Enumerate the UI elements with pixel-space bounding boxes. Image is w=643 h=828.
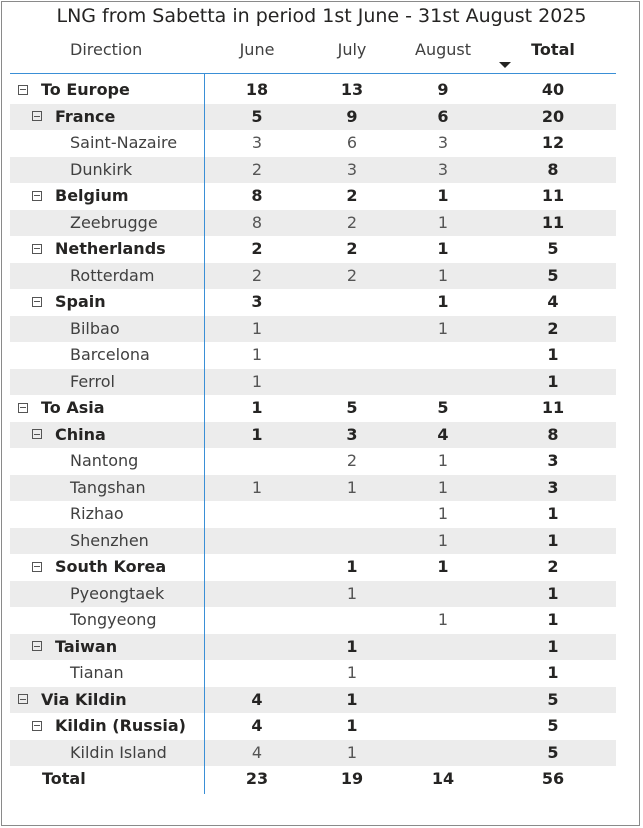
cell-total: 3	[547, 477, 559, 497]
cell-july	[322, 369, 382, 396]
cell-june: 8	[251, 212, 263, 232]
cell-july: 1	[346, 557, 358, 576]
cell-july	[322, 289, 382, 316]
row-header	[18, 77, 130, 104]
total-label-text: Total	[42, 769, 86, 788]
table-row-rotterdam[interactable]	[10, 263, 616, 290]
cell-august: 1	[437, 451, 449, 470]
cell-august: 1	[437, 557, 449, 576]
cell-june: 5	[251, 106, 263, 126]
row-label: Bilbao	[70, 318, 120, 338]
cell-july: 1	[346, 742, 358, 762]
cell-june	[227, 448, 287, 475]
table-row-shenzhen[interactable]	[10, 528, 616, 555]
row-header	[70, 660, 124, 687]
table-row-zeebrugge[interactable]	[10, 210, 616, 237]
row-header	[18, 395, 105, 422]
cell-total: 4	[547, 292, 559, 311]
collapse-icon[interactable]	[32, 111, 42, 121]
cell-august: 3	[437, 133, 449, 152]
table-row-nantong[interactable]	[10, 448, 616, 475]
cell-july: 1	[346, 663, 358, 682]
cell-august: 1	[437, 239, 449, 258]
row-header-divider	[204, 73, 205, 794]
header-total[interactable]: Total	[531, 40, 575, 59]
row-label: Via Kildin	[41, 689, 127, 709]
cell-august	[413, 581, 473, 608]
cell-june	[227, 501, 287, 528]
cell-july: 13	[340, 80, 364, 99]
cell-total: 1	[547, 583, 559, 603]
row-header	[32, 713, 186, 740]
cell-june: 1	[251, 398, 263, 417]
collapse-icon[interactable]	[32, 721, 42, 731]
row-label: Kildin (Russia)	[55, 716, 186, 735]
cell-total: 11	[541, 186, 565, 205]
cell-june: 4	[251, 742, 263, 762]
cell-august	[413, 342, 473, 369]
cell-august: 1	[437, 477, 449, 497]
cell-june: 1	[251, 318, 263, 338]
collapse-icon[interactable]	[18, 85, 28, 95]
row-label: Pyeongtaek	[70, 583, 165, 603]
cell-total: 40	[541, 80, 565, 99]
row-label: China	[55, 424, 106, 444]
cell-august: 3	[437, 159, 449, 179]
row-header	[70, 607, 157, 634]
cell-august: 1	[437, 212, 449, 232]
cell-august	[413, 687, 473, 714]
row-label: Nantong	[70, 451, 139, 470]
cell-july: 5	[346, 398, 358, 417]
row-label: To Europe	[41, 80, 130, 99]
total-july: 19	[340, 769, 364, 788]
cell-august: 5	[437, 398, 449, 417]
cell-july	[322, 607, 382, 634]
cell-july	[322, 501, 382, 528]
cell-total: 5	[547, 265, 559, 285]
table-row-china[interactable]	[10, 422, 616, 449]
cell-august	[413, 369, 473, 396]
cell-july: 2	[346, 239, 358, 258]
row-header	[70, 740, 167, 767]
row-label: To Asia	[41, 398, 105, 417]
grand-total-row	[10, 766, 616, 793]
collapse-icon[interactable]	[32, 244, 42, 254]
cell-june: 1	[251, 345, 263, 364]
cell-july: 2	[346, 186, 358, 205]
cell-august: 1	[437, 265, 449, 285]
cell-total: 20	[541, 106, 565, 126]
table-row-dunkirk[interactable]	[10, 157, 616, 184]
header-direction[interactable]: Direction	[70, 40, 143, 59]
cell-june: 2	[251, 159, 263, 179]
cell-august: 6	[437, 106, 449, 126]
sort-descending-icon[interactable]	[499, 62, 511, 68]
row-label: Rizhao	[70, 504, 124, 523]
header-august[interactable]: August	[415, 40, 471, 59]
row-header	[70, 263, 154, 290]
cell-august	[413, 634, 473, 661]
row-label: Tianan	[70, 663, 124, 682]
collapse-icon[interactable]	[32, 562, 42, 572]
cell-july: 1	[346, 636, 358, 656]
cell-june: 1	[251, 371, 263, 391]
row-label: Tangshan	[70, 477, 146, 497]
row-label: Belgium	[55, 186, 129, 205]
row-label: Shenzhen	[70, 530, 149, 550]
row-header	[32, 104, 115, 131]
cell-july: 1	[346, 716, 358, 735]
cell-july: 2	[346, 212, 358, 232]
row-header	[32, 289, 106, 316]
cell-total: 8	[547, 424, 559, 444]
row-header	[70, 501, 124, 528]
table-row-belgium[interactable]	[10, 183, 616, 210]
row-label: South Korea	[55, 557, 167, 576]
header-july[interactable]: July	[337, 40, 367, 59]
cell-august: 1	[437, 186, 449, 205]
cell-june: 2	[251, 265, 263, 285]
row-label: Dunkirk	[70, 159, 133, 179]
matrix-body	[10, 77, 616, 793]
table-row-pyeongtaek[interactable]	[10, 581, 616, 608]
cell-july: 3	[346, 159, 358, 179]
cell-total: 5	[547, 689, 559, 709]
cell-total: 1	[547, 504, 559, 523]
row-header	[32, 183, 129, 210]
cell-july	[322, 528, 382, 555]
row-header	[32, 634, 117, 661]
row-header	[32, 554, 166, 581]
row-header	[70, 475, 146, 502]
total-august: 14	[431, 769, 455, 788]
cell-total: 1	[547, 371, 559, 391]
cell-july: 3	[346, 424, 358, 444]
cell-june: 1	[251, 424, 263, 444]
cell-august	[413, 660, 473, 687]
table-row-kildin-russia[interactable]	[10, 713, 616, 740]
collapse-icon[interactable]	[18, 694, 28, 704]
collapse-icon[interactable]	[18, 403, 28, 413]
row-header	[32, 422, 106, 449]
table-row-to-asia[interactable]	[10, 395, 616, 422]
cell-total: 5	[547, 742, 559, 762]
total-total: 56	[541, 769, 565, 788]
cell-august: 1	[437, 292, 449, 311]
cell-june: 2	[251, 239, 263, 258]
table-row-spain[interactable]	[10, 289, 616, 316]
table-row-via-kildin[interactable]	[10, 687, 616, 714]
row-header	[70, 316, 120, 343]
cell-total: 11	[541, 398, 565, 417]
table-row-tianan[interactable]	[10, 660, 616, 687]
cell-july	[322, 316, 382, 343]
row-header	[70, 342, 150, 369]
row-header	[70, 210, 158, 237]
cell-total: 1	[547, 636, 559, 656]
cell-june: 3	[251, 133, 263, 152]
row-label: Taiwan	[55, 636, 118, 656]
row-label: Zeebrugge	[70, 212, 158, 232]
row-label: Spain	[55, 292, 106, 311]
row-header	[70, 528, 149, 555]
cell-july: 2	[346, 451, 358, 470]
cell-july: 1	[346, 583, 358, 603]
row-header	[70, 581, 164, 608]
cell-june	[227, 554, 287, 581]
table-row-taiwan[interactable]	[10, 634, 616, 661]
cell-total: 1	[547, 345, 559, 364]
total-label	[42, 766, 86, 793]
cell-total: 2	[547, 318, 559, 338]
cell-total: 8	[547, 159, 559, 179]
row-header	[70, 369, 115, 396]
row-header	[32, 236, 166, 263]
cell-total: 1	[547, 663, 559, 682]
cell-june: 4	[251, 689, 263, 709]
table-row-barcelona[interactable]	[10, 342, 616, 369]
table-row-saint-nazaire[interactable]	[10, 130, 616, 157]
cell-june	[227, 528, 287, 555]
cell-august: 1	[437, 504, 449, 523]
table-row-bilbao[interactable]	[10, 316, 616, 343]
cell-july: 6	[346, 133, 358, 152]
cell-june	[227, 660, 287, 687]
table-row-to-europe[interactable]	[10, 77, 616, 104]
cell-august	[413, 740, 473, 767]
table-row-france[interactable]	[10, 104, 616, 131]
row-header	[70, 157, 132, 184]
row-label: Tongyeong	[70, 610, 157, 629]
collapse-icon[interactable]	[32, 297, 42, 307]
cell-total: 2	[547, 557, 559, 576]
row-label: Kildin Island	[70, 742, 167, 762]
table-row-south-korea[interactable]	[10, 554, 616, 581]
cell-august	[413, 713, 473, 740]
cell-june	[227, 607, 287, 634]
cell-june: 1	[251, 477, 263, 497]
cell-june: 18	[245, 80, 269, 99]
row-label: Saint-Nazaire	[70, 133, 178, 152]
row-label: France	[55, 106, 116, 126]
table-row-kildin-island[interactable]	[10, 740, 616, 767]
table-title: LNG from Sabetta in period 1st June - 31st August 2025	[56, 5, 587, 27]
cell-july: 9	[346, 106, 358, 126]
cell-june: 4	[251, 716, 263, 735]
cell-total: 3	[547, 451, 559, 470]
cell-total: 12	[541, 133, 565, 152]
cell-july: 1	[346, 689, 358, 709]
row-header	[18, 687, 127, 714]
table-row-rizhao[interactable]	[10, 501, 616, 528]
cell-august: 9	[437, 80, 449, 99]
collapse-icon[interactable]	[32, 191, 42, 201]
collapse-icon[interactable]	[32, 641, 42, 651]
row-header	[70, 448, 138, 475]
cell-june	[227, 581, 287, 608]
cell-total: 5	[547, 716, 559, 735]
table-row-tongyeong[interactable]	[10, 607, 616, 634]
row-label: Rotterdam	[70, 265, 155, 285]
table-row-netherlands[interactable]	[10, 236, 616, 263]
cell-june: 3	[251, 292, 263, 311]
cell-august: 1	[437, 610, 449, 629]
cell-total: 1	[547, 610, 559, 629]
cell-august: 1	[437, 530, 449, 550]
cell-total: 11	[541, 212, 565, 232]
cell-total: 1	[547, 530, 559, 550]
collapse-icon[interactable]	[32, 429, 42, 439]
row-header	[70, 130, 177, 157]
cell-june	[227, 634, 287, 661]
cell-august: 1	[437, 318, 449, 338]
header-divider	[10, 73, 616, 74]
total-june: 23	[245, 769, 269, 788]
table-row-ferrol[interactable]	[10, 369, 616, 396]
cell-july	[322, 342, 382, 369]
table-row-tangshan[interactable]	[10, 475, 616, 502]
row-label: Barcelona	[70, 345, 150, 364]
header-june[interactable]: June	[239, 40, 275, 59]
cell-july: 1	[346, 477, 358, 497]
cell-july: 2	[346, 265, 358, 285]
cell-june: 8	[251, 186, 263, 205]
cell-august: 4	[437, 424, 449, 444]
row-label: Ferrol	[70, 371, 115, 391]
cell-total: 5	[547, 239, 559, 258]
row-label: Netherlands	[55, 239, 166, 258]
